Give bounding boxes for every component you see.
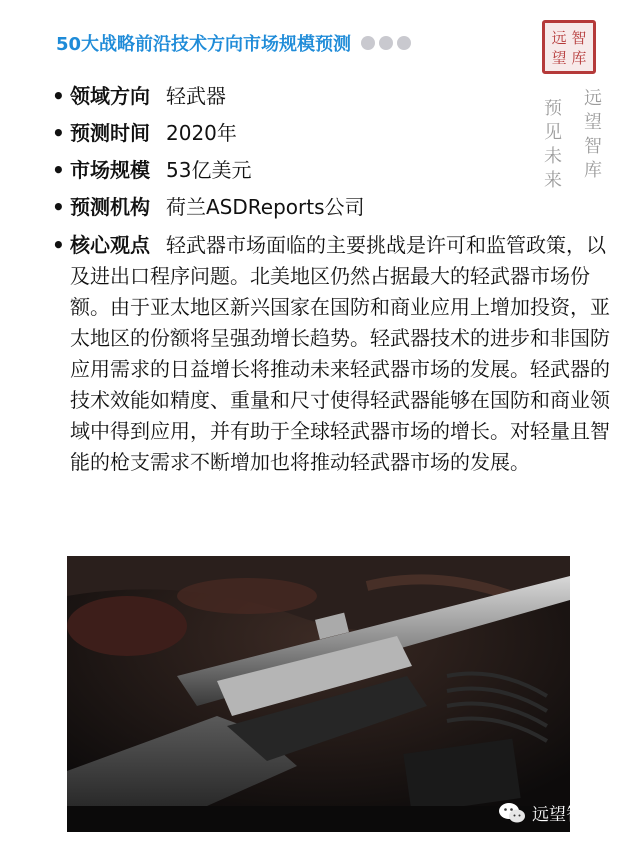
dot-icon: [397, 36, 411, 50]
core-text: 轻武器市场面临的主要挑战是许可和监管政策，以及进出口程序问题。北美地区仍然占据最大的轻武器市场份额。由于亚太地区新兴国家在国防和商业应用上增加投资，亚太地区的份额将呈强劲增长趋势。轻武器技术的进步和非国防应用需求的日益增长将推动未来轻武器市场的发展。轻武器的技术效能如精度、重量和尺寸使得轻武器能够在国防和商业领域中得到应用，并有助于全球轻武器市场的增长。对轻量且智能的枪支需求不断增加也将推动轻武器市场的发展。: [70, 233, 610, 474]
bullet-icon: •: [52, 195, 65, 219]
seal-logo: [542, 20, 596, 74]
list-item: [52, 152, 612, 189]
svg-text:库: 库: [584, 160, 602, 181]
item-value: 53亿美元: [166, 158, 252, 182]
item-value: 2020年: [166, 121, 237, 145]
item-label: 预测时间: [70, 121, 150, 145]
rifle-photo: [67, 556, 570, 832]
svg-text:预: 预: [544, 98, 562, 119]
info-list: [52, 78, 612, 478]
core-viewpoint: [52, 230, 612, 478]
bullet-icon: •: [52, 158, 65, 182]
bullet-icon: •: [52, 84, 65, 108]
svg-text:远 智: 远 智: [551, 29, 587, 47]
page-title: 50大战略前沿技术方向市场规模预测: [56, 34, 352, 55]
item-value: 荷兰ASDReports公司: [166, 195, 365, 219]
item-value: 轻武器: [166, 84, 226, 108]
dot-icon: [379, 36, 393, 50]
svg-text:远: 远: [584, 88, 602, 109]
list-item: [52, 115, 612, 152]
bullet-icon: •: [52, 121, 65, 145]
brand-name: 远望智库: [532, 805, 600, 825]
list-item: [52, 78, 612, 115]
core-label: 核心观点: [70, 233, 150, 257]
list-item: [52, 189, 612, 226]
decorative-dots: [361, 36, 411, 50]
item-label: 市场规模: [70, 158, 150, 182]
svg-text:望: 望: [584, 112, 602, 133]
svg-text:见: 见: [544, 122, 562, 143]
wechat-brand: [498, 800, 600, 825]
item-label: 预测机构: [70, 195, 150, 219]
svg-text:来: 来: [544, 170, 562, 191]
item-label: 领域方向: [70, 84, 150, 108]
header: [56, 30, 411, 56]
bullet-icon: •: [52, 233, 65, 257]
svg-text:望 库: 望 库: [551, 49, 587, 67]
svg-text:未: 未: [544, 146, 562, 167]
wechat-icon: [498, 802, 526, 824]
svg-text:智: 智: [584, 136, 602, 157]
dot-icon: [361, 36, 375, 50]
